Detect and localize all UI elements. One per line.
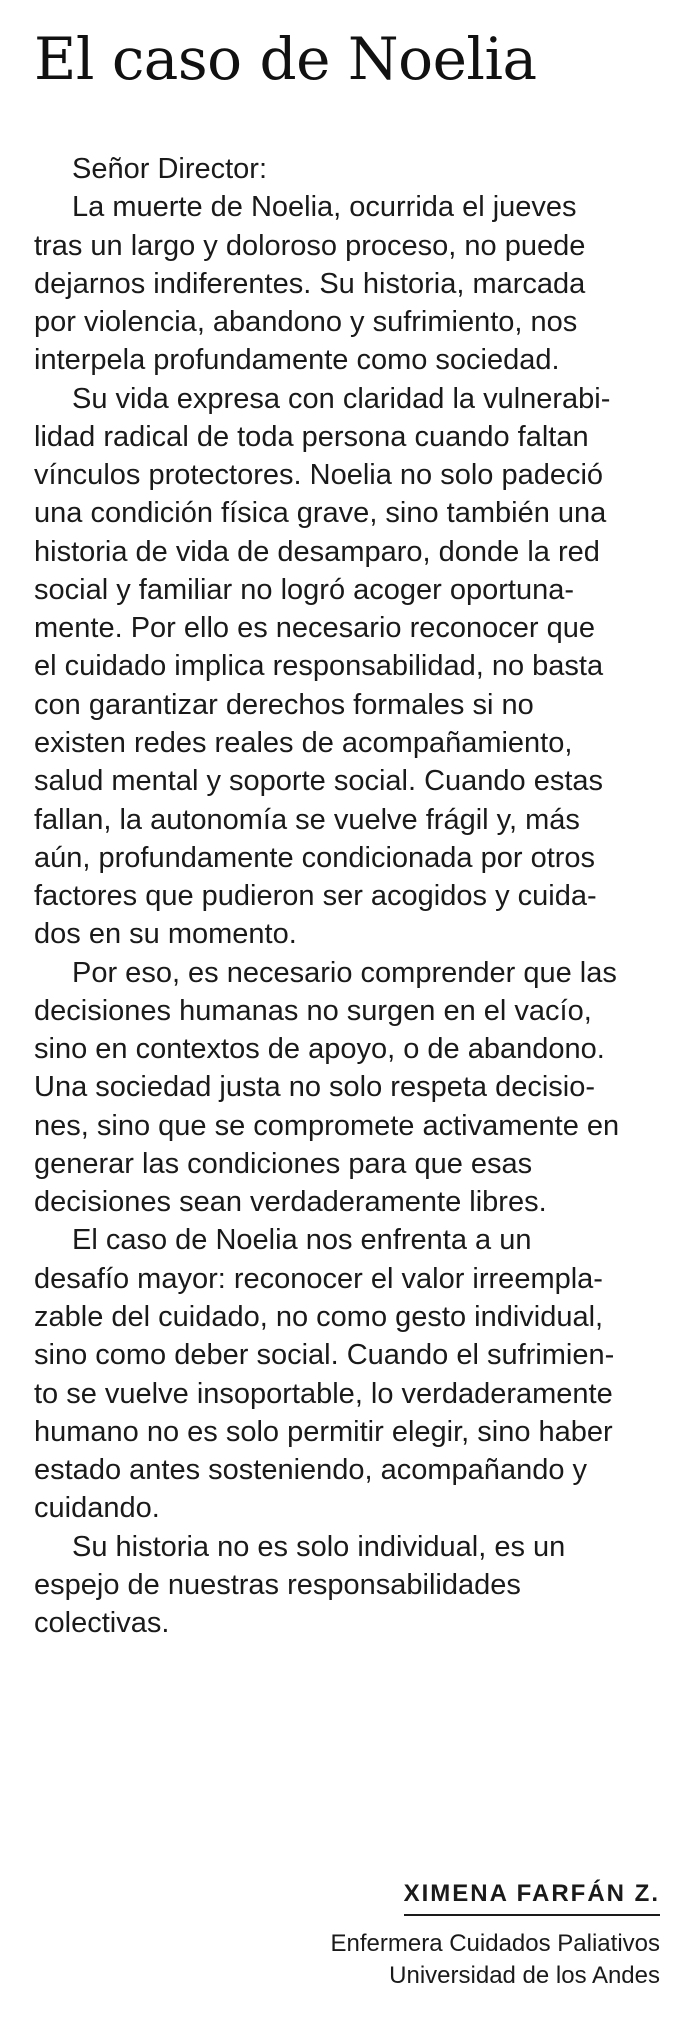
body-line: mente. Por ello es necesario reconocer que [34,612,595,645]
body-line: humano no es solo permitir elegir, sino haber [34,1415,613,1448]
body-line: sino en contextos de apoyo, o de abandono. [34,1033,605,1066]
body-line: Su vida expresa con claridad la vulnerabi- [72,382,611,415]
body-line: generar las condiciones para que esas [34,1147,533,1180]
body-line: historia de vida de desamparo, donde la red [34,535,600,568]
body-line: por violencia, abandono y sufrimiento, nos [34,306,578,339]
body-line: con garantizar derechos formales si no [34,688,534,721]
body-line: sino como deber social. Cuando el sufrimien- [34,1339,615,1372]
body-line: desafío mayor: reconocer el valor irreempla- [34,1262,603,1295]
author-role: Enfermera Cuidados Paliativos [330,1930,660,1957]
body-line: nes, sino que se compromete activamente en [34,1109,620,1142]
body-line: Por eso, es necesario comprender que las [72,956,617,989]
body-line: factores que pudieron ser acogidos y cuida- [34,880,597,913]
body-line: vínculos protectores. Noelia no solo padeció [34,459,604,492]
body-line: interpela profundamente como sociedad. [34,344,560,377]
salutation: Señor Director: [72,153,268,185]
body-line: salud mental y soporte social. Cuando estas [34,765,604,798]
body-line: fallan, la autonomía se vuelve frágil y, más [34,803,580,836]
body-line: existen redes reales de acompañamiento, [34,726,573,759]
article-title: El caso de Noelia [34,25,537,93]
body-line: colectivas. [34,1607,170,1640]
body-line: estado antes sosteniendo, acompañando y [34,1454,588,1487]
body-line: dos en su momento. [34,918,297,951]
body-line: La muerte de Noelia, ocurrida el jueves [72,191,577,224]
body-line: El caso de Noelia nos enfrenta a un [72,1224,532,1257]
body-line: espejo de nuestras responsabilidades [34,1568,521,1601]
body-line: una condición física grave, sino también una [34,497,607,530]
body-line: decisiones humanas no surgen en el vacío, [34,994,592,1027]
body-line: to se vuelve insoportable, lo verdaderamente [34,1377,613,1410]
body-line: el cuidado implica responsabilidad, no basta [34,650,604,683]
body-line: dejarnos indiferentes. Su historia, marcada [34,267,586,300]
article-body [34,150,664,1642]
body-line: decisiones sean verdaderamente libres. [34,1186,547,1219]
body-line: cuidando. [34,1492,160,1525]
body-line: tras un largo y doloroso proceso, no puede [34,229,586,262]
body-line: social y familiar no logró acoger oportuna- [34,573,574,606]
signature-block [331,1880,661,1993]
body-line: Su historia no es solo individual, es un [72,1530,566,1563]
body-line: Una sociedad justa no solo respeta decisio- [34,1071,595,1104]
body-line: aún, profundamente condicionada por otros [34,841,596,874]
author-institution: Universidad de los Andes [389,1962,660,1990]
body-line: lidad radical de toda persona cuando faltan [34,420,589,453]
body-line: zable del cuidado, no como gesto individual, [34,1300,604,1333]
author-name: XIMENA FARFÁN Z. [404,1880,660,1916]
